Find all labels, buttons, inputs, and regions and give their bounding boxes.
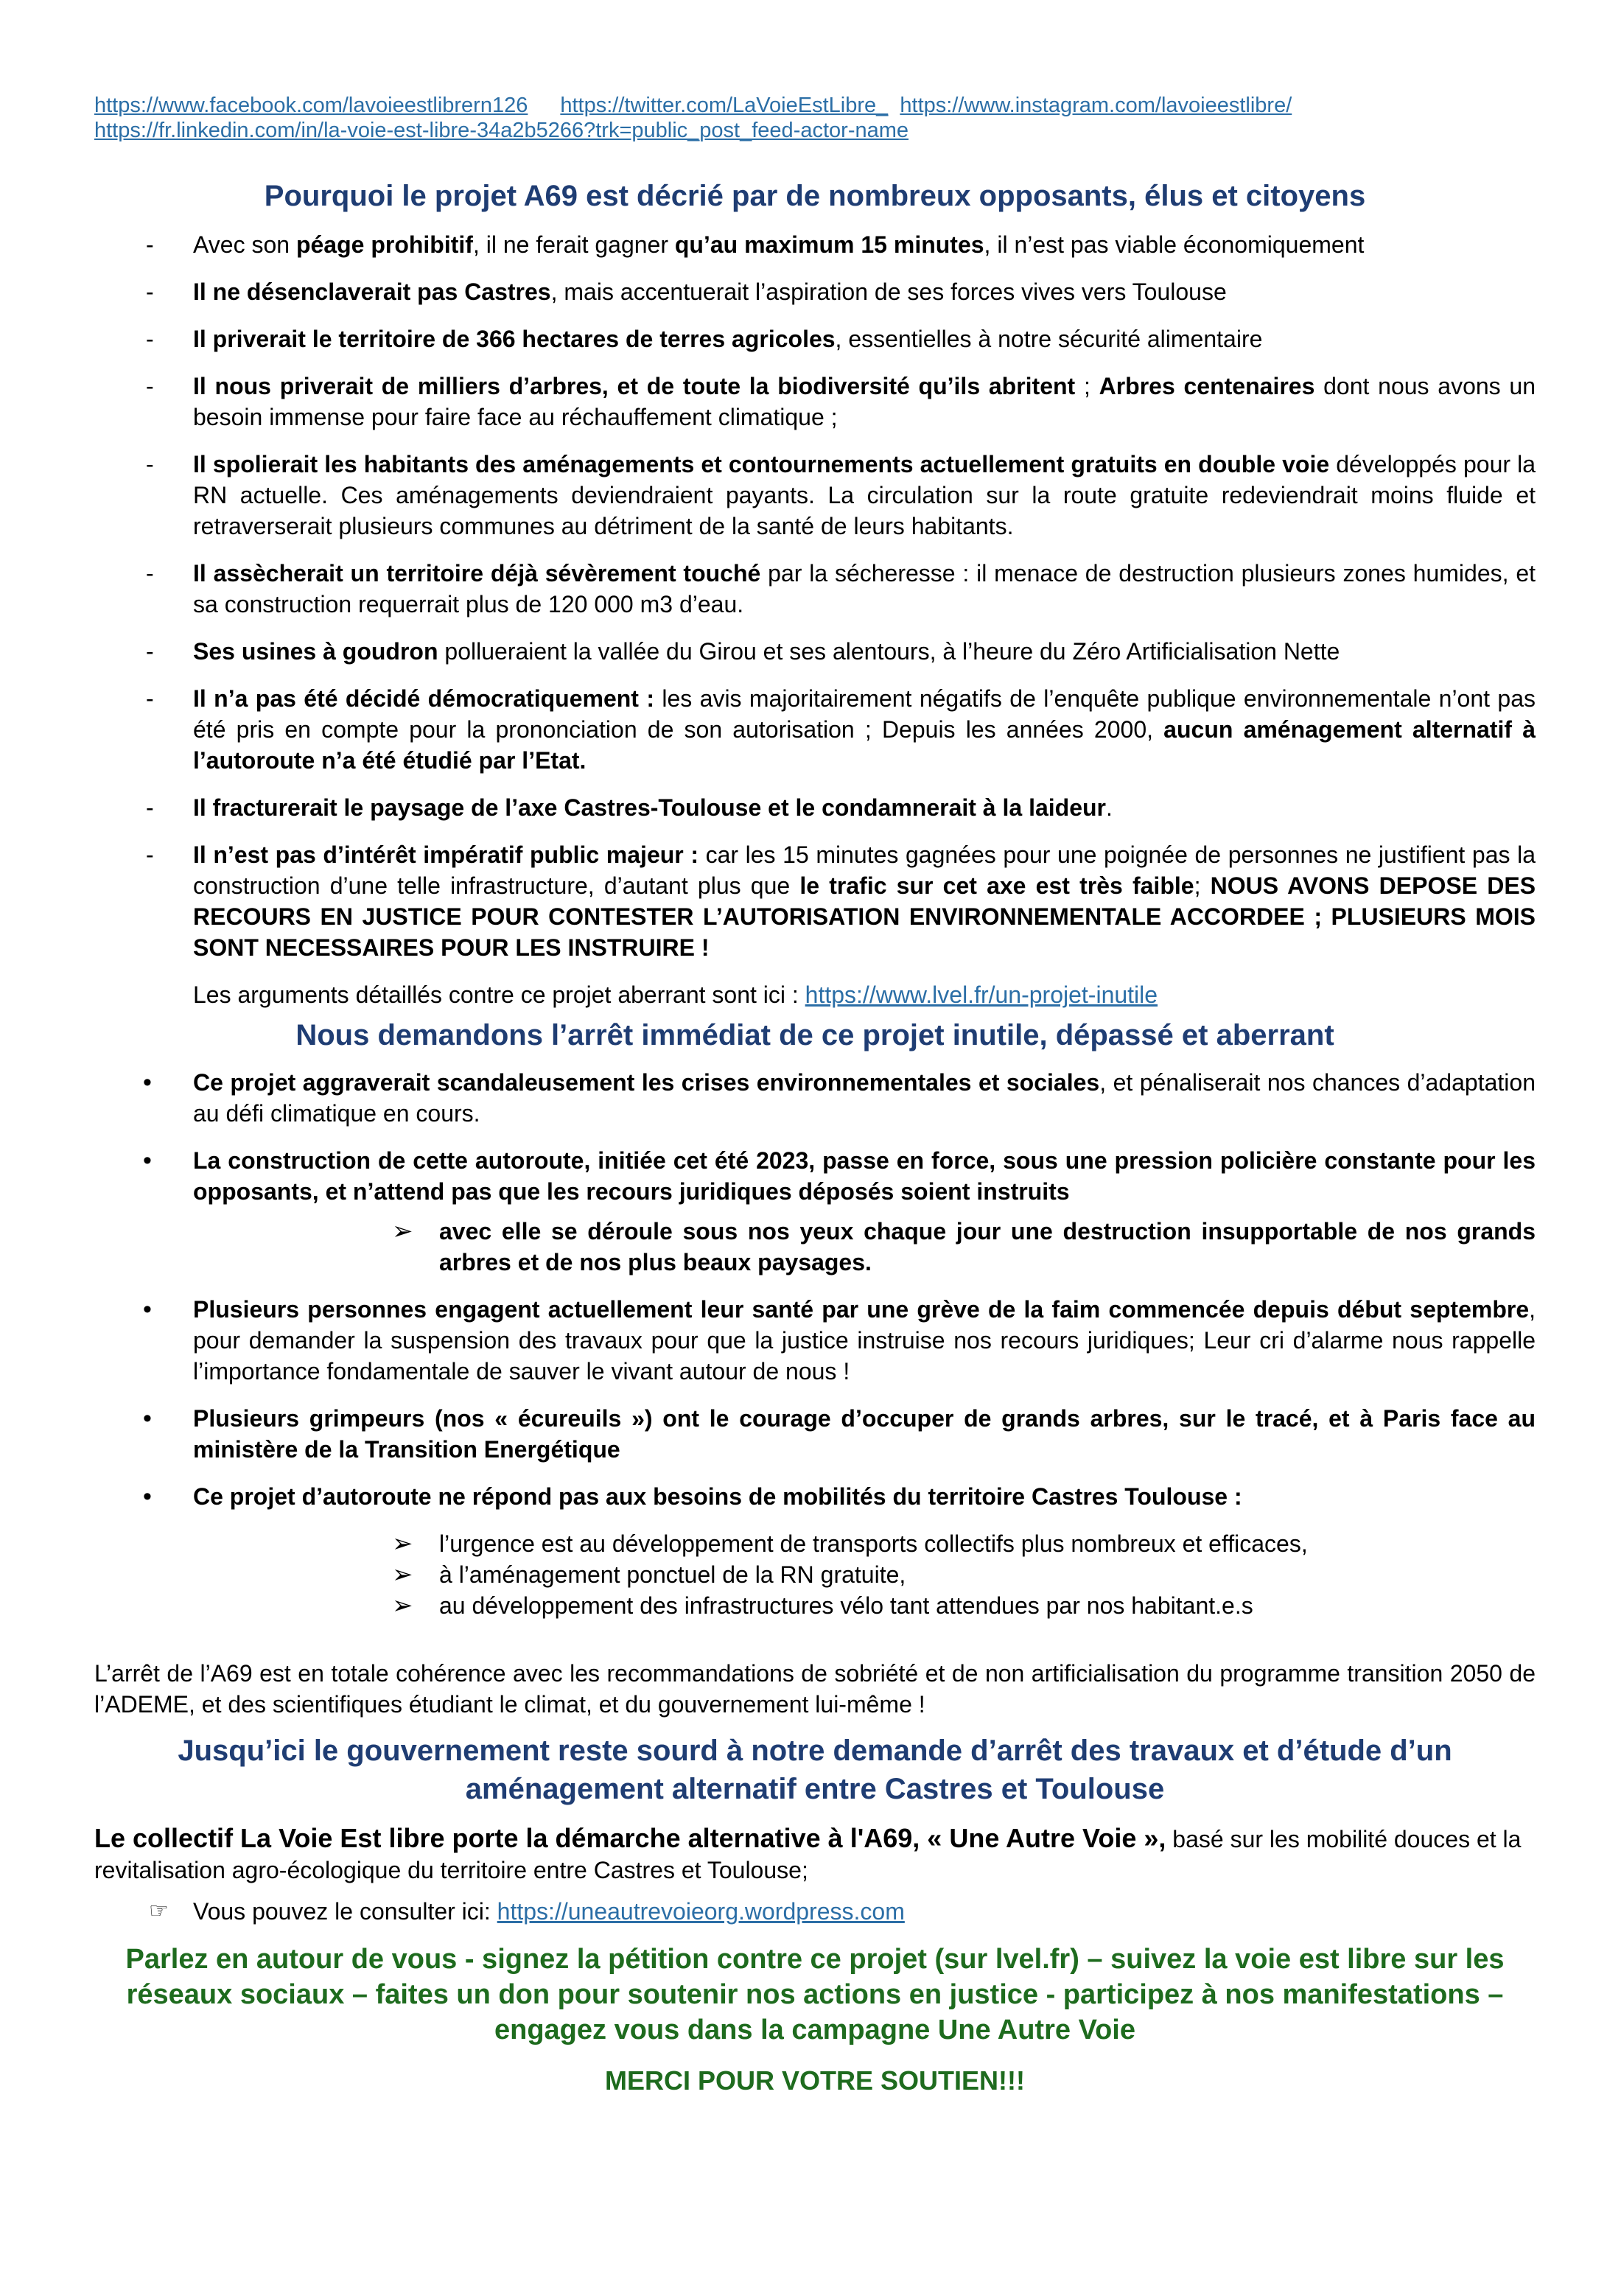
reason-item	[94, 683, 1536, 776]
text-run: Plusieurs personnes engagent actuellement leur santé par une grève de la faim commencée depuis début septembre	[193, 1296, 1530, 1323]
dash-marker: -	[146, 560, 154, 587]
twitter-link[interactable]: https://twitter.com/LaVoieEstLibre_	[560, 94, 889, 117]
arguments-text: Les arguments détaillés contre ce projet aberrant sont ici :	[193, 981, 805, 1008]
reason-item	[94, 558, 1536, 620]
text-run: , et pénaliserait nos chances d’adaptation au défi climatique en cours.	[193, 1069, 1536, 1127]
text-run: Plusieurs grimpeurs (nos « écureuils ») ont le courage d’occuper de grands arbres, sur le tracé, et à Paris face au ministère de la Transition Energétique	[193, 1405, 1536, 1463]
text-run: Il priverait le territoire de 366 hectares de terres agricoles	[193, 326, 836, 352]
facebook-link[interactable]: https://www.facebook.com/lavoieestlibrern126	[94, 94, 528, 117]
text-run: Ses usines à goudron	[193, 638, 438, 665]
mobility-item	[193, 1590, 1536, 1621]
text-run: avec elle se déroule sous nos yeux chaque jour une destruction insupportable de nos grands arbres et de nos plus beaux paysages.	[439, 1218, 1536, 1275]
text-run: , pour demander la suspension des travaux pour que la justice instruise nos recours juridiques; Leur cri d’alarme nous rappelle l’importance fondamentale de sauver le vivant autour de nous !	[193, 1296, 1536, 1385]
mobility-item	[193, 1528, 1536, 1559]
text-run: développés pour la RN actuelle. Ces aménagements deviendraient payants. La circulation sur la route gratuite redeviendrait moins fluide et retraverserait plusieurs communes au détriment de la santé de leurs habitants.	[193, 451, 1536, 539]
dash-marker: -	[146, 638, 154, 665]
text-run: , il ne ferait gagner	[472, 231, 675, 258]
reason-item	[94, 371, 1536, 433]
mobility-text: au développement des infrastructures vélo tant attendues par nos habitant.e.s	[439, 1592, 1253, 1619]
collectif-bold: Le collectif La Voie Est libre porte la démarche alternative à l'A69, « Une Autre Voie »,	[94, 1823, 1166, 1853]
text-run: par la sécheresse : il menace de destruction plusieurs zones humides, et sa construction requerrait plus de 120 000 m3 d’eau.	[193, 560, 1536, 617]
text-run: dont nous avons un besoin immense pour faire face au réchauffement climatique ;	[193, 373, 1536, 430]
text-run: La construction de cette autoroute, initiée cet été 2023, passe en force, sous une pression policière constante pour les opposants, et n’attend pas que les recours juridiques déposés soient instruits	[193, 1147, 1536, 1205]
text-run: qu’au maximum 15 minutes	[674, 231, 984, 258]
reason-item	[94, 323, 1536, 354]
bullet-marker: •	[143, 1147, 152, 1175]
text-run: Il n’est pas d’intérêt impératif public majeur :	[193, 841, 699, 868]
dash-marker: -	[146, 451, 154, 477]
text-run: Il fracturerait le paysage de l’axe Castres-Toulouse et le condamnerait à la laideur	[193, 794, 1106, 821]
bullet-marker: •	[143, 1295, 152, 1323]
text-run: les avis majoritairement négatifs de l’enquête publique environnementale n’ont pas été pris en compte pour la prononciation de son autorisation ; Depuis les années 2000,	[193, 685, 1536, 743]
arrow-marker-icon: ➢	[392, 1592, 413, 1620]
section1-title: Pourquoi le projet A69 est décrié par de nombreux opposants, élus et citoyens	[264, 180, 1366, 212]
text-run: Ce projet aggraverait scandaleusement les crises environnementales et sociales	[193, 1069, 1100, 1096]
flyer-page	[94, 93, 1536, 2096]
bullet-marker: •	[143, 1068, 152, 1096]
government-title: Jusqu’ici le gouvernement reste sourd à notre demande d’arrêt des travaux et d’étude d’un aménagement alternatif entre Castres et Toulouse	[178, 1735, 1452, 1805]
dash-marker: -	[146, 231, 154, 258]
text-run: péage prohibitif	[295, 231, 473, 258]
text-run: , il n’est pas viable économiquement	[984, 231, 1365, 258]
sub-item	[193, 1216, 1536, 1278]
reason-item	[94, 839, 1536, 963]
text-run: , essentielles à notre sécurité alimentaire	[835, 326, 1263, 352]
section2-title: Nous demandons l’arrêt immédiat de ce projet inutile, dépassé et aberrant	[295, 1019, 1334, 1051]
text-run: ;	[1075, 373, 1099, 399]
social-links	[94, 93, 1536, 143]
dash-marker: -	[146, 373, 154, 399]
mobility-text: l’urgence est au développement de transports collectifs plus nombreux et efficaces,	[439, 1530, 1308, 1557]
collectif-paragraph	[94, 1823, 1536, 1886]
demand-item	[94, 1067, 1536, 1129]
text-run: Il nous priverait de milliers d’arbres, et de toute la biodiversité qu’ils abritent	[193, 373, 1076, 399]
text-run: aucun aménagement alternatif à l’autoroute n’a été étudié par l’Etat.	[193, 716, 1536, 774]
reason-item	[94, 276, 1536, 307]
consult-link[interactable]: https://uneautrevoieorg.wordpress.com	[497, 1898, 905, 1925]
arguments-line	[94, 979, 1536, 1010]
text-run: car les 15 minutes gagnées pour une poignée de personnes ne justifient pas la construction d’une telle infrastructure, d’autant plus que	[193, 841, 1536, 899]
reason-item	[94, 636, 1536, 667]
text-run: , mais accentuerait l’aspiration de ses forces vives vers Toulouse	[550, 279, 1227, 305]
text-run: Il ne désenclaverait pas Castres	[193, 279, 551, 305]
demand-item	[94, 1145, 1536, 1278]
demand-item	[94, 1294, 1536, 1387]
text-run: pollueraient la vallée du Girou et ses alentours, à l’heure du Zéro Artificialisation Nette	[438, 638, 1340, 665]
arrow-marker-icon: ➢	[392, 1217, 413, 1245]
text-run: Il spolierait les habitants des aménagements et contournements actuellement gratuits en double voie	[193, 451, 1330, 477]
linkedin-link[interactable]: https://fr.linkedin.com/in/la-voie-est-libre-34a2b5266?trk=public_post_feed-actor-name	[94, 119, 909, 142]
mobility-item	[193, 1559, 1536, 1590]
text-run: ;	[1194, 872, 1211, 899]
reason-item	[94, 229, 1536, 260]
text-run: .	[1105, 794, 1113, 821]
arguments-link[interactable]: https://www.lvel.fr/un-projet-inutile	[805, 981, 1158, 1008]
dash-marker: -	[146, 279, 154, 305]
arrow-marker-icon: ➢	[392, 1530, 413, 1558]
text-run: Arbres centenaires	[1099, 373, 1315, 399]
mobility-text: à l’aménagement ponctuel de la RN gratuite,	[439, 1561, 906, 1588]
consult-text: Vous pouvez le consulter ici:	[193, 1898, 497, 1925]
bullet-marker: •	[143, 1404, 152, 1432]
demand-item	[94, 1403, 1536, 1465]
reason-item	[94, 792, 1536, 823]
thanks-line: MERCI POUR VOTRE SOUTIEN!!!	[604, 2065, 1025, 2096]
dash-marker: -	[146, 685, 154, 712]
text-run: Il n’a pas été décidé démocratiquement :	[193, 685, 654, 712]
demand-item	[94, 1481, 1536, 1621]
reasons-list	[94, 229, 1536, 963]
call-to-action: Parlez en autour de vous - signez la pétition contre ce projet (sur lvel.fr) – suivez la voie est libre sur les réseaux sociaux – faites un don pour soutenir nos actions en justice - participez à nos manifestations – engagez vous dans la campagne Une Autre Voie	[125, 1944, 1505, 2045]
text-run: le trafic sur cet axe est très faible	[799, 872, 1194, 899]
text-run: Il assècherait un territoire déjà sévèrement touché	[193, 560, 761, 587]
demands-list	[94, 1067, 1536, 1621]
collectif-rest: basé sur les mobilité douces et la revitalisation agro-écologique du territoire entre Castres et Toulouse;	[94, 1826, 1522, 1883]
dash-marker: -	[146, 794, 154, 821]
dash-marker: -	[146, 326, 154, 352]
instagram-link[interactable]: https://www.instagram.com/lavoieestlibre/	[900, 94, 1292, 117]
pointing-hand-icon: ☞	[149, 1899, 169, 1923]
reason-item	[94, 449, 1536, 542]
bullet-marker: •	[143, 1483, 152, 1511]
dash-marker: -	[146, 841, 154, 868]
text-run: NOUS AVONS DEPOSE DES RECOURS EN JUSTICE POUR CONTESTER L’AUTORISATION ENVIRONNEMENTALE ACCORDEE ; PLUSIEURS MOIS SONT NECESSAIRES POUR LES INSTRUIRE !	[193, 872, 1536, 961]
closing-paragraph: L’arrêt de l’A69 est en totale cohérence avec les recommandations de sobriété et de non artificialisation du programme transition 2050 de l’ADEME, et des scientifiques étudiant le climat, et du gouvernement lui-même !	[94, 1660, 1536, 1718]
text-run: Avec son	[193, 231, 296, 258]
text-run: Ce projet d’autoroute ne répond pas aux besoins de mobilités du territoire Castres Toulouse :	[193, 1483, 1242, 1510]
consult-line	[94, 1896, 1536, 1927]
arrow-marker-icon: ➢	[392, 1561, 413, 1589]
